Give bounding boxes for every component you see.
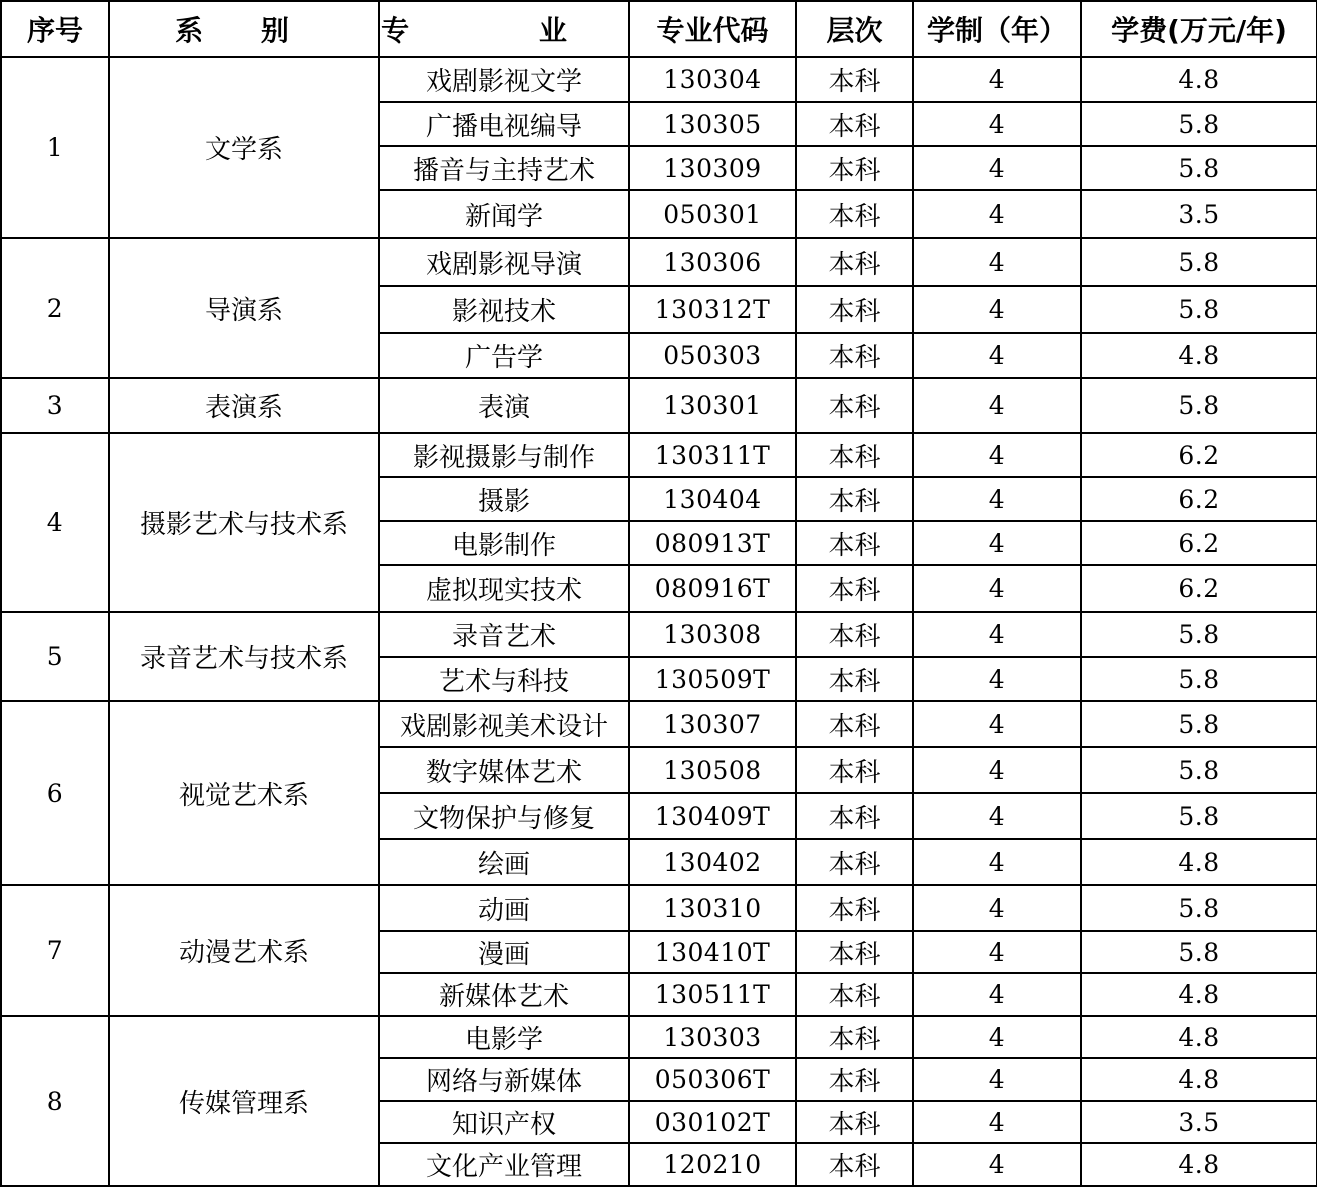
duration-cell: 4 [913,146,1081,190]
department-name-cell: 传媒管理系 [109,1016,379,1186]
major-name-cell: 电影学 [379,1016,629,1058]
tuition-cell: 4.8 [1081,973,1317,1016]
major-code-cell: 080916T [629,565,796,612]
department-name-cell: 摄影艺术与技术系 [109,433,379,612]
major-code-cell: 130511T [629,973,796,1016]
table-row [1,238,1317,286]
table-row [1,57,1317,102]
department-index-cell: 5 [1,612,109,701]
major-name-cell: 知识产权 [379,1101,629,1143]
duration-cell: 4 [913,102,1081,146]
major-name-cell: 文化产业管理 [379,1143,629,1186]
major-code-cell: 130410T [629,931,796,973]
major-name-cell: 文物保护与修复 [379,793,629,839]
duration-cell: 4 [913,931,1081,973]
table-row [1,433,1317,477]
department-name-cell: 文学系 [109,57,379,238]
major-name-cell: 网络与新媒体 [379,1058,629,1101]
level-cell: 本科 [796,190,913,238]
department-index-cell: 8 [1,1016,109,1186]
table-row [1,701,1317,747]
header-index: 序号 [1,1,109,57]
level-cell: 本科 [796,1143,913,1186]
major-code-cell: 120210 [629,1143,796,1186]
duration-cell: 4 [913,190,1081,238]
department-name-cell: 视觉艺术系 [109,701,379,885]
level-cell: 本科 [796,521,913,565]
department-name-cell: 动漫艺术系 [109,885,379,1016]
major-name-cell: 新媒体艺术 [379,973,629,1016]
major-code-cell: 130307 [629,701,796,747]
major-name-cell: 数字媒体艺术 [379,747,629,793]
department-index-cell: 7 [1,885,109,1016]
table-row [1,612,1317,657]
duration-cell: 4 [913,238,1081,286]
duration-cell: 4 [913,333,1081,378]
level-cell: 本科 [796,747,913,793]
department-name-cell: 导演系 [109,238,379,378]
tuition-cell: 4.8 [1081,333,1317,378]
major-code-cell: 130312T [629,286,796,333]
department-index-cell: 1 [1,57,109,238]
tuition-cell: 6.2 [1081,565,1317,612]
level-cell: 本科 [796,701,913,747]
department-index-cell: 4 [1,433,109,612]
level-cell: 本科 [796,102,913,146]
tuition-cell: 5.8 [1081,931,1317,973]
duration-cell: 4 [913,747,1081,793]
tuition-cell: 5.8 [1081,286,1317,333]
level-cell: 本科 [796,477,913,521]
major-code-cell: 130308 [629,612,796,657]
major-name-cell: 录音艺术 [379,612,629,657]
major-code-cell: 030102T [629,1101,796,1143]
duration-cell: 4 [913,1016,1081,1058]
level-cell: 本科 [796,612,913,657]
tuition-cell: 5.8 [1081,885,1317,931]
duration-cell: 4 [913,885,1081,931]
major-name-cell: 广播电视编导 [379,102,629,146]
major-name-cell: 艺术与科技 [379,657,629,701]
major-name-cell: 新闻学 [379,190,629,238]
level-cell: 本科 [796,57,913,102]
tuition-cell: 6.2 [1081,433,1317,477]
tuition-cell: 6.2 [1081,477,1317,521]
duration-cell: 4 [913,521,1081,565]
major-name-cell: 绘画 [379,839,629,885]
tuition-cell: 5.8 [1081,747,1317,793]
duration-cell: 4 [913,839,1081,885]
major-name-cell: 影视摄影与制作 [379,433,629,477]
major-name-cell: 戏剧影视导演 [379,238,629,286]
tuition-cell: 3.5 [1081,1101,1317,1143]
level-cell: 本科 [796,146,913,190]
duration-cell: 4 [913,477,1081,521]
major-code-cell: 050301 [629,190,796,238]
major-code-cell: 130409T [629,793,796,839]
major-name-cell: 摄影 [379,477,629,521]
level-cell: 本科 [796,238,913,286]
major-name-cell: 播音与主持艺术 [379,146,629,190]
header-major: 专 业 [379,1,629,57]
duration-cell: 4 [913,973,1081,1016]
major-code-cell: 130509T [629,657,796,701]
major-code-cell: 080913T [629,521,796,565]
tuition-cell: 3.5 [1081,190,1317,238]
level-cell: 本科 [796,973,913,1016]
department-name-cell: 录音艺术与技术系 [109,612,379,701]
header-level: 层次 [796,1,913,57]
header-code: 专业代码 [629,1,796,57]
table-body [1,57,1317,1186]
major-name-cell: 戏剧影视美术设计 [379,701,629,747]
major-name-cell: 广告学 [379,333,629,378]
level-cell: 本科 [796,333,913,378]
duration-cell: 4 [913,57,1081,102]
header-duration: 学制（年） [913,1,1081,57]
tuition-cell: 4.8 [1081,1016,1317,1058]
header-tuition: 学费(万元/年) [1081,1,1317,57]
level-cell: 本科 [796,565,913,612]
duration-cell: 4 [913,378,1081,433]
major-code-cell: 130301 [629,378,796,433]
level-cell: 本科 [796,378,913,433]
duration-cell: 4 [913,612,1081,657]
major-name-cell: 虚拟现实技术 [379,565,629,612]
major-code-cell: 130306 [629,238,796,286]
major-code-cell: 130305 [629,102,796,146]
major-code-cell: 130402 [629,839,796,885]
header-row [1,1,1317,57]
level-cell: 本科 [796,793,913,839]
tuition-cell: 5.8 [1081,102,1317,146]
duration-cell: 4 [913,433,1081,477]
tuition-cell: 5.8 [1081,657,1317,701]
table-row [1,378,1317,433]
department-index-cell: 3 [1,378,109,433]
major-code-cell: 130309 [629,146,796,190]
major-code-cell: 130304 [629,57,796,102]
major-code-cell: 130311T [629,433,796,477]
duration-cell: 4 [913,793,1081,839]
header-department: 系 别 [109,1,379,57]
duration-cell: 4 [913,1101,1081,1143]
duration-cell: 4 [913,657,1081,701]
duration-cell: 4 [913,1143,1081,1186]
tuition-cell: 4.8 [1081,1143,1317,1186]
level-cell: 本科 [796,839,913,885]
level-cell: 本科 [796,433,913,477]
tuition-cell: 4.8 [1081,1058,1317,1101]
table-row [1,885,1317,931]
tuition-cell: 5.8 [1081,238,1317,286]
department-index-cell: 2 [1,238,109,378]
tuition-cell: 4.8 [1081,57,1317,102]
tuition-cell: 5.8 [1081,701,1317,747]
tuition-cell: 6.2 [1081,521,1317,565]
duration-cell: 4 [913,701,1081,747]
tuition-cell: 5.8 [1081,378,1317,433]
tuition-cell: 5.8 [1081,146,1317,190]
major-code-cell: 050303 [629,333,796,378]
tuition-cell: 4.8 [1081,839,1317,885]
tuition-cell: 5.8 [1081,612,1317,657]
level-cell: 本科 [796,931,913,973]
tuition-cell: 5.8 [1081,793,1317,839]
major-code-cell: 130404 [629,477,796,521]
major-name-cell: 漫画 [379,931,629,973]
level-cell: 本科 [796,1101,913,1143]
major-code-cell: 130508 [629,747,796,793]
major-code-cell: 130303 [629,1016,796,1058]
major-name-cell: 戏剧影视文学 [379,57,629,102]
major-code-cell: 130310 [629,885,796,931]
department-name-cell: 表演系 [109,378,379,433]
department-index-cell: 6 [1,701,109,885]
duration-cell: 4 [913,286,1081,333]
major-name-cell: 电影制作 [379,521,629,565]
major-name-cell: 表演 [379,378,629,433]
duration-cell: 4 [913,1058,1081,1101]
major-code-cell: 050306T [629,1058,796,1101]
level-cell: 本科 [796,286,913,333]
level-cell: 本科 [796,1016,913,1058]
level-cell: 本科 [796,1058,913,1101]
table-row [1,1016,1317,1058]
level-cell: 本科 [796,657,913,701]
major-name-cell: 动画 [379,885,629,931]
level-cell: 本科 [796,885,913,931]
major-name-cell: 影视技术 [379,286,629,333]
duration-cell: 4 [913,565,1081,612]
